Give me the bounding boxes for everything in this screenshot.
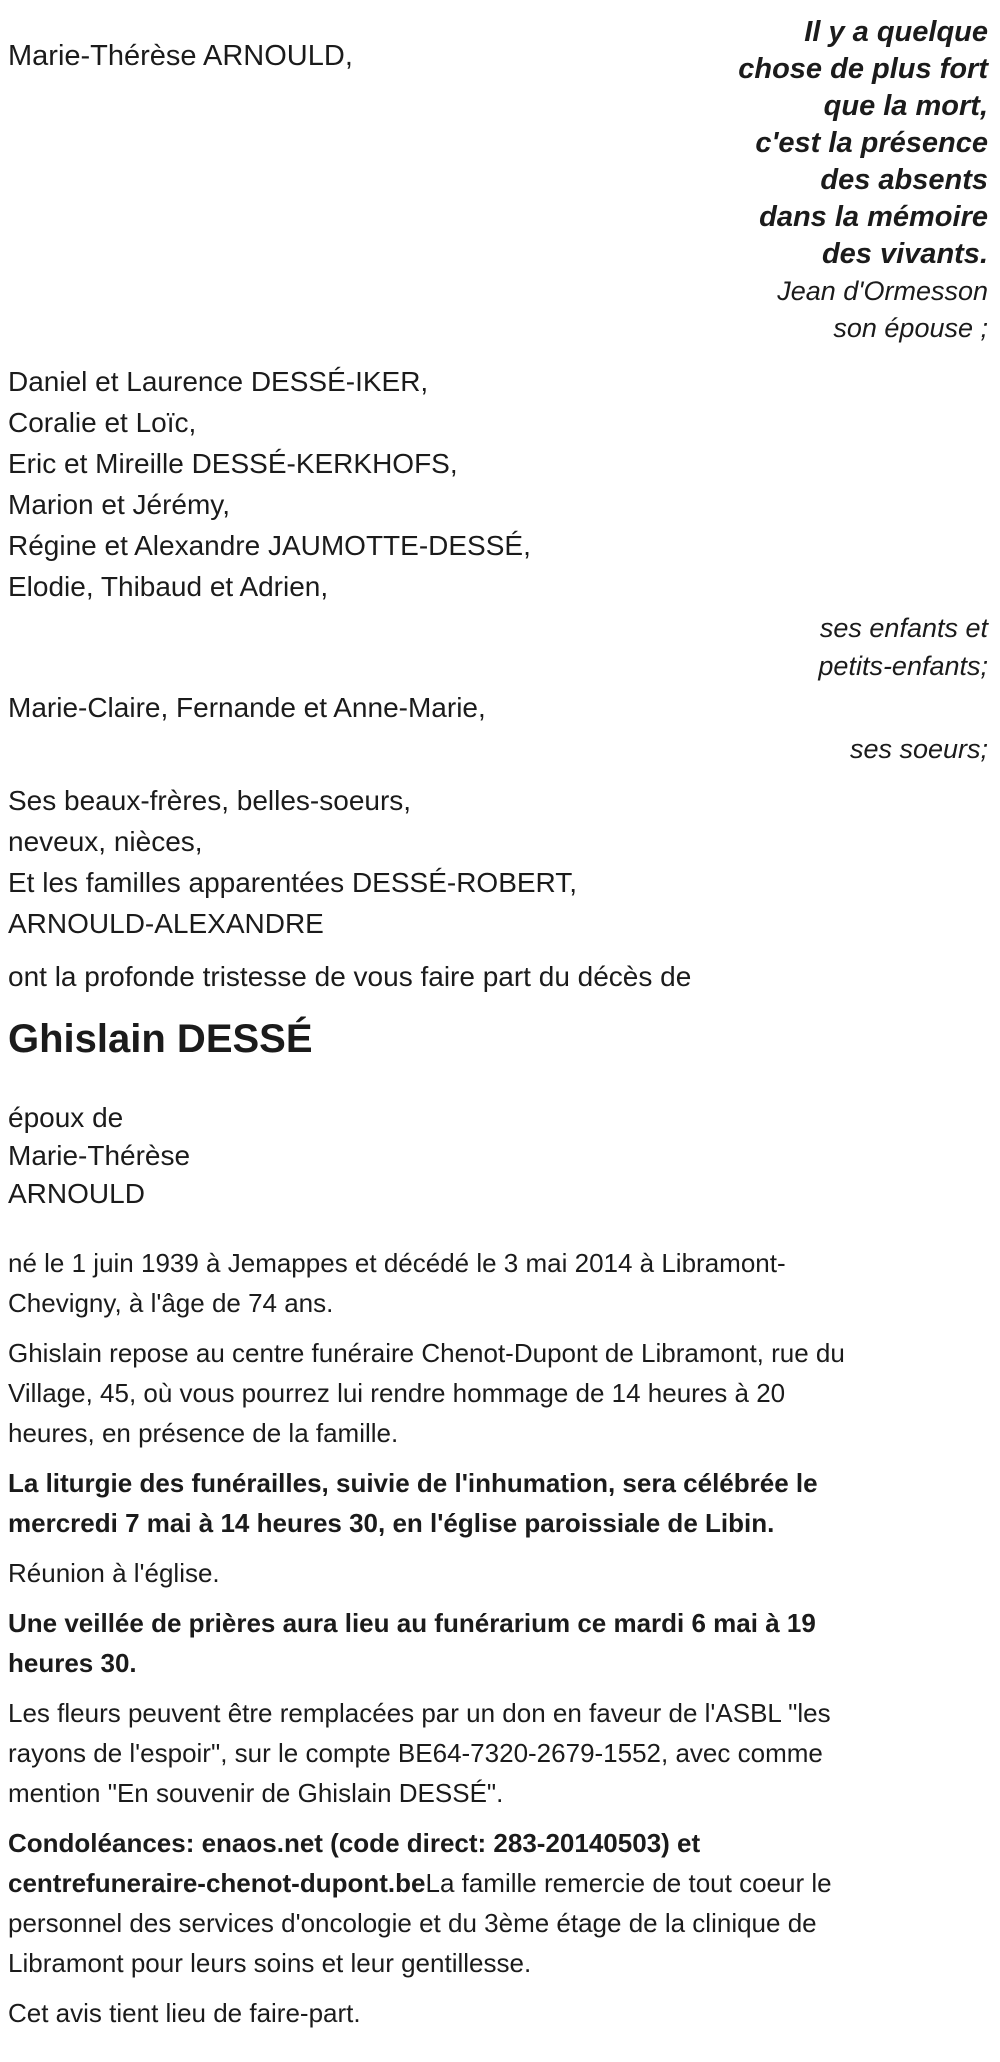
deceased-name: Ghislain DESSÉ xyxy=(8,1017,313,1061)
thanks-text: La famille remercie de tout coeur le personnel des services d'oncologie et du 3ème étage de la clinique de Libramont pour leurs soins et leur gentillesse. xyxy=(8,1868,832,1978)
children-list xyxy=(8,361,988,607)
liturgy-paragraph: La liturgie des funérailles, suivie de l'inhumation, sera célébrée le mercredi 7 mai à 14 heures 30, en l'église paroissiale de Libin. xyxy=(8,1468,818,1538)
family-line: Elodie, Thibaud et Adrien, xyxy=(8,571,329,602)
family-line: Ses beaux-frères, belles-soeurs, xyxy=(8,785,412,816)
family-line: Coralie et Loïc, xyxy=(8,407,197,438)
condolences-links-bold: Condoléances: enaos.net (code direct: 283-20140503) et centrefuneraire-chenot-dupont.be xyxy=(8,1828,701,1898)
sisters-line: Marie-Claire, Fernande et Anne-Marie, xyxy=(8,692,486,723)
quote-line: des vivants. xyxy=(821,238,988,270)
quote-line: des absents xyxy=(820,164,988,196)
quote-line: que la mort, xyxy=(823,90,988,122)
faire-part-notice: Cet avis tient lieu de faire-part. xyxy=(8,1998,361,2028)
family-line: Eric et Mireille DESSÉ-KERKHOFS, xyxy=(8,448,458,479)
extended-family-list xyxy=(8,780,988,944)
spouse-of-line: époux de xyxy=(8,1102,124,1133)
spouse-of-block xyxy=(8,1099,988,1213)
condolences-paragraph xyxy=(8,1823,988,1983)
widow-name: Marie-Thérèse ARNOULD, xyxy=(8,40,353,72)
announcement-text: ont la profonde tristesse de vous faire part du décès de xyxy=(8,961,692,992)
quote-line: dans la mémoire xyxy=(759,201,988,233)
quote-line: Il y a quelque xyxy=(804,16,988,48)
spouse-of-line: ARNOULD xyxy=(8,1178,145,1209)
family-line: Et les familles apparentées DESSÉ-ROBERT, xyxy=(8,867,578,898)
spouse-of-line: Marie-Thérèse xyxy=(8,1140,191,1171)
birth-death-paragraph: né le 1 juin 1939 à Jemappes et décédé le 3 mai 2014 à Libramont- Chevigny, à l'âge de 74 ans. xyxy=(8,1248,786,1318)
vigil-paragraph: Une veillée de prières aura lieu au funérarium ce mardi 6 mai à 19 heures 30. xyxy=(8,1608,816,1678)
quote-line: c'est la présence xyxy=(755,127,988,159)
family-line: Daniel et Laurence DESSÉ-IKER, xyxy=(8,366,429,397)
family-line: neveux, nièces, xyxy=(8,826,203,857)
quote-author: Jean d'Ormesson xyxy=(777,276,988,306)
repose-paragraph: Ghislain repose au centre funéraire Chenot-Dupont de Libramont, rue du Village, 45, où vous pourrez lui rendre hommage de 14 heures à 20 heures, en présence de la famille. xyxy=(8,1338,845,1448)
children-relation-label: ses enfants et petits-enfants; xyxy=(818,613,988,681)
family-line: Marion et Jérémy, xyxy=(8,489,230,520)
details-section xyxy=(8,1243,988,2033)
sisters-relation-label: ses soeurs; xyxy=(849,734,988,764)
header-section xyxy=(8,14,988,347)
family-line: Régine et Alexandre JAUMOTTE-DESSÉ, xyxy=(8,530,531,561)
quote-relation: son épouse ; xyxy=(833,313,988,343)
quote-line: chose de plus fort xyxy=(738,53,988,85)
flowers-donation-paragraph: Les fleurs peuvent être remplacées par un don en faveur de l'ASBL "les rayons de l'espoir", sur le compte BE64-7320-2679-1552, avec comme mention "En souvenir de Ghislain DESSÉ". xyxy=(8,1698,831,1808)
family-line: ARNOULD-ALEXANDRE xyxy=(8,908,324,939)
reunion-paragraph: Réunion à l'église. xyxy=(8,1558,220,1588)
